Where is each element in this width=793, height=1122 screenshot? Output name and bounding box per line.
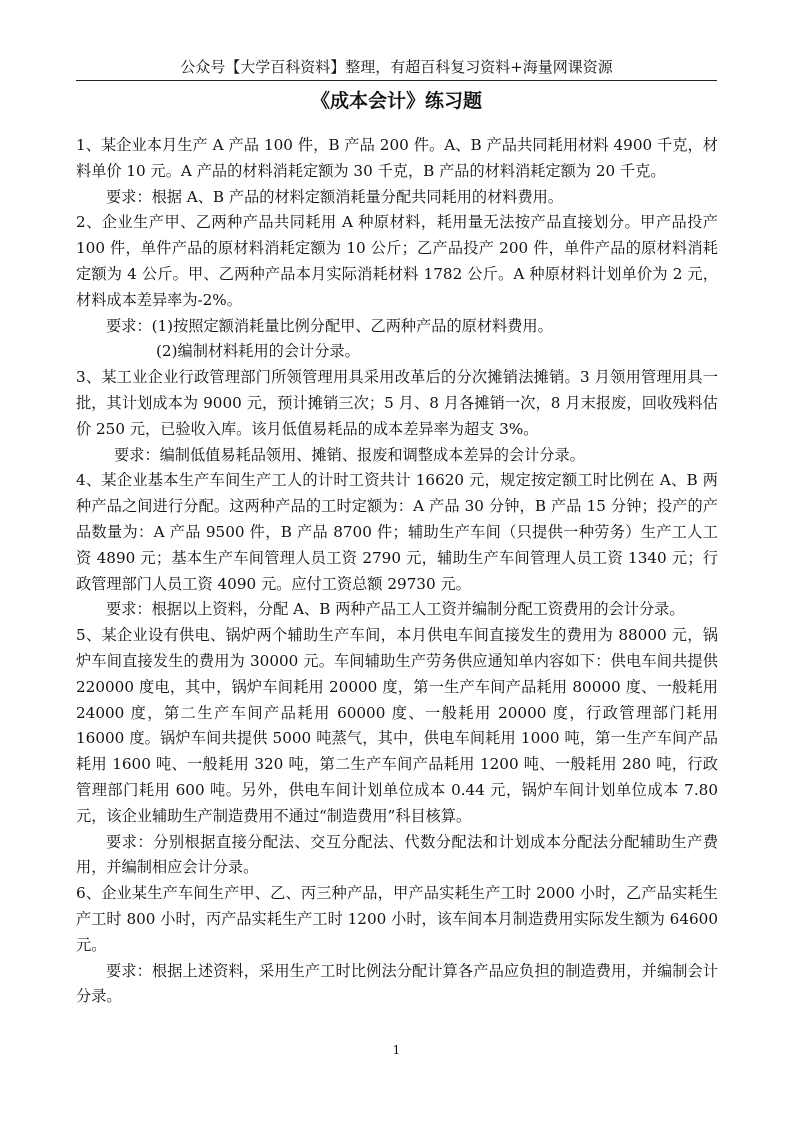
question-3: 3、某工业企业行政管理部门所领管理用具采用改革后的分次摊销法摊销。3 月领用管理用具一批，其计划成本为 9000 元，预计摊销三次；5 月、8 月各摊销一次，8 月末报废，回收残料估价 250 元，已验收入库。该月低值易耗品的成本差异率为超支 3%。 bbox=[76, 368, 718, 438]
question-2-requirement-1: 要求：(1)按照定额消耗量比例分配甲、乙两种产品的原材料费用。 bbox=[106, 316, 553, 335]
question-3-requirement: 要求：编制低值易耗品领用、摊销、报废和调整成本差异的会计分录。 bbox=[114, 445, 585, 464]
question-2-requirement-2: (2)编制材料耗用的会计分录。 bbox=[156, 342, 360, 361]
page-header: 公众号【大学百科资料】整理，有超百科复习资料+海量网课资源 bbox=[76, 56, 717, 81]
question-6-requirement: 要求：根据上述资料，采用生产工时比例法分配计算各产品应负担的制造费用，并编制会计分录。 bbox=[76, 961, 718, 1006]
question-2: 2、企业生产甲、乙两种产品共同耗用 A 种原材料，耗用量无法按产品直接划分。甲产品投产 100 件，单件产品的原材料消耗定额为 10 公斤；乙产品投产 200 件，单件产品的原材料消耗定额为 4 公斤。甲、乙两种产品本月实际消耗材料 1782 公斤。A 种原材料计划单价为 2 元，材料成本差异率为-2%。 bbox=[76, 213, 718, 309]
question-1-requirement: 要求：根据 A、B 产品的材料定额消耗量分配共同耗用的材料费用。 bbox=[106, 187, 564, 206]
question-5-requirement: 要求：分别根据直接分配法、交互分配法、代数分配法和计划成本分配法分配辅助生产费用，并编制相应会计分录。 bbox=[76, 832, 718, 877]
question-5: 5、某企业设有供电、锅炉两个辅助生产车间，本月供电车间直接发生的费用为 88000 元，锅炉车间直接发生的费用为 30000 元。车间辅助生产劳务供应通知单内容如下：供电车间共提供 220000 度电，其中，锅炉车间耗用 20000 度，第一生产车间产品耗用 80000 度、一般耗用 24000 度，第二生产车间产品耗用 60000 度、一般耗用 20000 度，行政管理部门耗用 16000 度。锅炉车间共提供 5000 吨蒸气，其中，供电车间耗用 1000 吨，第一生产车间产品耗用 1600 吨、一般耗用 320 吨，第二生产车间产品耗用 1200 吨、一般耗用 280 吨，行政管理部门耗用 600 吨。另外，供电车间计划单位成本 0.44 元，锅炉车间计划单位成本 7.80 元，该企业辅助生产制造费用不通过“制造费用”科目核算。 bbox=[76, 626, 718, 825]
question-6: 6、企业某生产车间生产甲、乙、丙三种产品，甲产品实耗生产工时 2000 小时，乙产品实耗生产工时 800 小时，丙产品实耗生产工时 1200 小时，该车间本月制造费用实际发生额为 64600 元。 bbox=[76, 884, 718, 954]
page-number: 1 bbox=[392, 1043, 401, 1057]
page-title: 《成本会计》练习题 bbox=[310, 90, 482, 112]
document-body bbox=[76, 133, 718, 1010]
question-1: 1、某企业本月生产 A 产品 100 件，B 产品 200 件。A、B 产品共同耗用材料 4900 千克，材料单价 10 元。A 产品的材料消耗定额为 30 千克，B 产品的材料消耗定额为 20 千克。 bbox=[76, 136, 718, 180]
question-4-requirement: 要求：根据以上资料，分配 A、B 两种产品工人工资并编制分配工资费用的会计分录。 bbox=[106, 600, 685, 619]
question-4: 4、某企业基本生产车间生产工人的计时工资共计 16620 元，规定按定额工时比例在 A、B 两种产品之间进行分配。这两种产品的工时定额为：A 产品 30 分钟，B 产品 15 分钟；投产的产品数量为：A 产品 9500 件，B 产品 8700 件；辅助生产车间（只提供一种劳务）生产工人工资 4890 元；基本生产车间管理人员工资 2790 元，辅助生产车间管理人员工资 1340 元；行政管理部门人员工资 4090 元。应付工资总额 29730 元。 bbox=[76, 471, 718, 593]
